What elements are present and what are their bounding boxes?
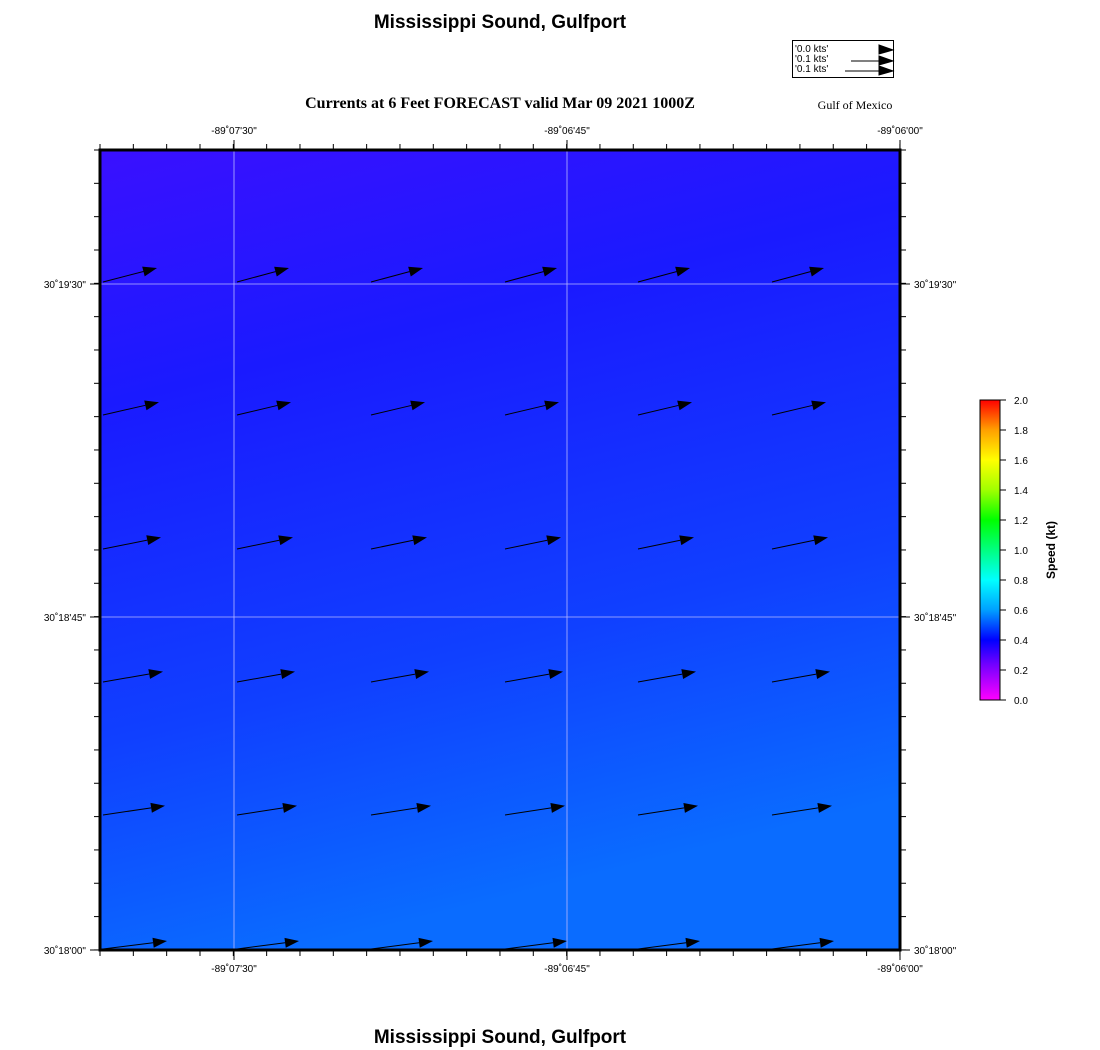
colorbar-label-0-2: 0.2 [1014, 666, 1028, 677]
speed-colorbar [980, 400, 1000, 700]
water-area [100, 150, 900, 950]
lat-label-right-1: 30˚19'30" [914, 280, 957, 291]
colorbar-label-1-6: 1.6 [1014, 456, 1028, 467]
colorbar-ticks [1000, 400, 1006, 700]
colorbar-title: Speed (kt) [1044, 520, 1058, 580]
lat-label-left-1: 30˚19'30" [43, 280, 86, 291]
map-title-top: Mississippi Sound, Gulfport [373, 12, 627, 33]
colorbar-label-0-6: 0.6 [1014, 606, 1028, 617]
lat-label-right-3: 30˚18'00" [914, 946, 957, 957]
colorbar-label-1-8: 1.8 [1014, 426, 1028, 437]
colorbar-label-0-0: 0.0 [1014, 696, 1028, 707]
colorbar-label-1-2: 1.2 [1014, 516, 1028, 527]
lon-label-bottom-3: -89˚06'00" [877, 964, 923, 975]
lat-label-left-3: 30˚18'00" [43, 946, 86, 957]
lat-label-right-2: 30˚18'45" [914, 613, 957, 624]
colorbar-label-1-0: 1.0 [1014, 546, 1028, 557]
lat-label-left-2: 30˚18'45" [43, 613, 86, 624]
lon-label-bottom-2: -89˚06'45" [544, 964, 590, 975]
colorbar-label-0-8: 0.8 [1014, 576, 1028, 587]
region-label: Gulf of Mexico [817, 98, 893, 112]
lon-label-top-1: -89˚07'30" [211, 126, 257, 137]
colorbar-label-1-4: 1.4 [1014, 486, 1028, 497]
legend-entry-1: '0.0 kts' [795, 44, 829, 55]
lon-label-top-3: -89˚06'00" [877, 126, 923, 137]
legend-entry-3: '0.1 kts' [795, 64, 829, 75]
map-title-bottom: Mississippi Sound, Gulfport [373, 1027, 627, 1048]
lon-label-bottom-1: -89˚07'30" [211, 964, 257, 975]
colorbar-label-0-4: 0.4 [1014, 636, 1028, 647]
lon-label-top-2: -89˚06'45" [544, 126, 590, 137]
legend-entry-2: '0.1 kts' [795, 54, 829, 65]
colorbar-label-2-0: 2.0 [1014, 396, 1028, 407]
forecast-title: Currents at 6 Feet FORECAST valid Mar 09 2021 1000Z [305, 95, 695, 112]
